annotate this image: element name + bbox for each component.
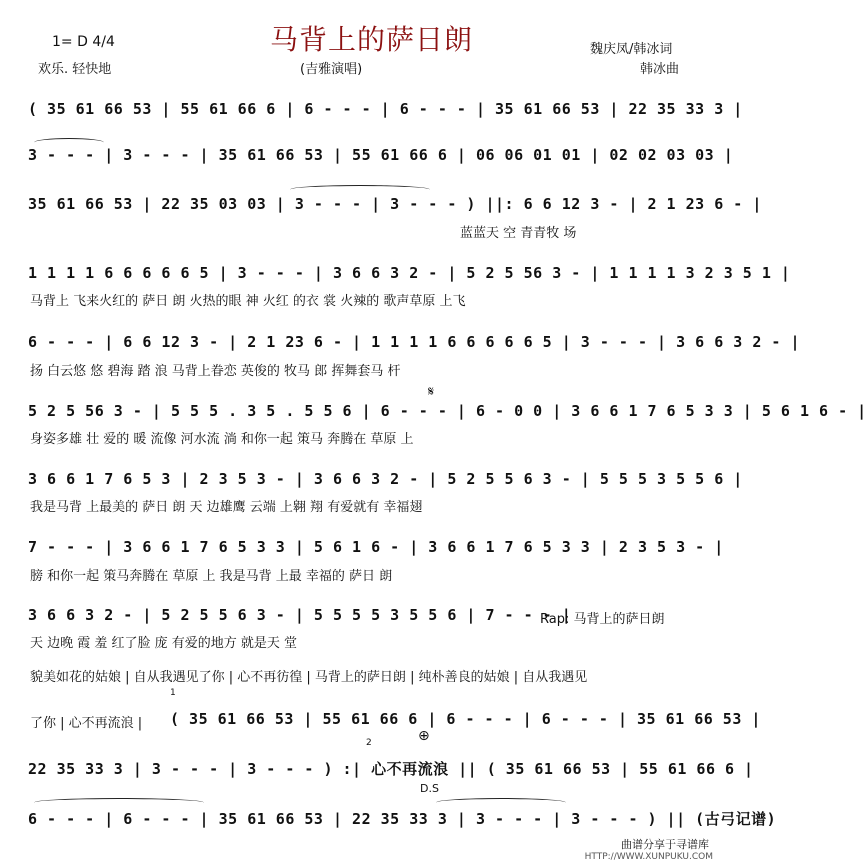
song-title: 马背上的萨日朗 [269, 23, 473, 56]
lyric-line: 膀 和你一起 策马奔腾在 草原 上 我是马背 上最 幸福的 萨日 朗 [30, 569, 393, 584]
rap-intro-label: Rap: 马背上的萨日朗 [540, 612, 665, 627]
score-line: 3 6 6 3 2 - | 5 2 5 5 6 3 - | 5 5 5 5 3 5 5 6 | 7 - - - | [28, 606, 572, 624]
tempo-marking: 欢乐. 轻快地 [38, 62, 112, 77]
score-line: ( 35 61 66 53 | 55 61 66 6 | 6 - - - | 6 - - - | 35 61 66 53 | [170, 710, 761, 728]
score-line: 35 61 66 53 | 22 35 03 03 | 3 - - - | 3 - - - ) ||: 6 6 12 3 - | 2 1 23 6 - | [28, 195, 762, 213]
lyric-line: 天 边晚 霞 羞 红了脸 庞 有爱的地方 就是天 堂 [30, 636, 298, 651]
ds-marker: D.S [420, 782, 439, 795]
score-line: ( 35 61 66 53 | 55 61 66 6 | 6 - - - | 6 - - - | 35 61 66 53 | 22 35 33 3 | [28, 100, 743, 118]
slur-mark [290, 185, 430, 194]
score-line: 7 - - - | 3 6 6 1 7 6 5 3 3 | 5 6 1 6 - | 3 6 6 1 7 6 5 3 3 | 2 3 5 3 - | [28, 538, 724, 556]
score-line: 1 1 1 1 6 6 6 6 6 5 | 3 - - - | 3 6 6 3 2 - | 5 2 5 56 3 - | 1 1 1 1 3 2 3 5 1 | [28, 264, 791, 282]
lyric-line: 身姿多雄 壮 爱的 暖 流像 河水流 淌 和你一起 策马 奔腾在 草原 上 [30, 432, 414, 447]
ending-1-marker: 1 [170, 688, 176, 698]
lyricist-credit: 魏庆凤/韩冰词 [590, 42, 673, 57]
ending-2-marker: 2 [366, 738, 372, 748]
lyric-line: 我是马背 上最美的 萨日 朗 天 边雄鹰 云端 上翱 翔 有爱就有 幸福翅 [30, 500, 423, 515]
score-line: 5 2 5 56 3 - | 5 5 5 . 3 5 . 5 5 6 | 6 - - - | 6 - 0 0 | 3 6 6 1 7 6 5 3 3 | 5 6 1 6 - | [28, 402, 867, 420]
lyric-line: 马背上 飞来火红的 萨日 朗 火热的眼 神 火红 的衣 裳 火辣的 歌声草原 上飞 [30, 294, 466, 309]
lyric-line: 扬 白云悠 悠 碧海 踏 浪 马背上眷恋 英俊的 牧马 郎 挥舞套马 杆 [30, 364, 401, 379]
slur-mark [34, 138, 104, 147]
coda-icon: ⊕ [418, 728, 430, 744]
segno-icon: 𝄋 [428, 384, 435, 400]
site-url: HTTP://WWW.XUNPUKU.COM [584, 852, 713, 862]
site-caption: 曲谱分享于寻谱库 [621, 838, 709, 851]
lyric-line: 蓝蓝天 空 青青牧 场 [460, 226, 577, 241]
score-line: 3 6 6 1 7 6 5 3 | 2 3 5 3 - | 3 6 6 3 2 - | 5 2 5 5 6 3 - | 5 5 5 3 5 5 6 | [28, 470, 743, 488]
singer-credit: (吉雅演唱) [300, 62, 363, 77]
slur-mark [436, 798, 566, 807]
score-line: 22 35 33 3 | 3 - - - | 3 - - - ) :| 心不再流浪 || ( 35 61 66 53 | 55 61 66 6 | [28, 760, 754, 778]
key-signature: 1= D 4/4 [52, 34, 115, 50]
slur-mark [34, 798, 204, 807]
rap-line: 貌美如花的姑娘 | 自从我遇见了你 | 心不再彷徨 | 马背上的萨日朗 | 纯朴善良的姑娘 | 自从我遇见 [30, 670, 588, 685]
rap-line: 了你 | 心不再流浪 | [30, 716, 143, 731]
score-line: 3 - - - | 3 - - - | 35 61 66 53 | 55 61 66 6 | 06 06 01 01 | 02 02 03 03 | [28, 146, 734, 164]
score-line: 6 - - - | 6 6 12 3 - | 2 1 23 6 - | 1 1 1 1 6 6 6 6 6 5 | 3 - - - | 3 6 6 3 2 - | [28, 333, 800, 351]
score-line: 6 - - - | 6 - - - | 35 61 66 53 | 22 35 33 3 | 3 - - - | 3 - - - ) || (古弓记谱) [28, 810, 777, 828]
composer-credit: 韩冰曲 [640, 62, 680, 77]
